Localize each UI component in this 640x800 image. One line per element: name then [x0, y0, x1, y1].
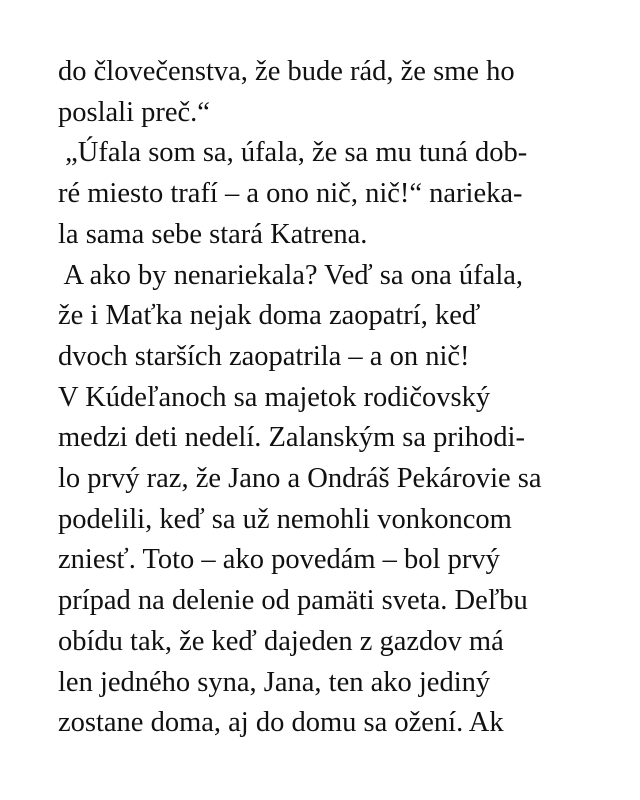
text-line: prípad na delenie od pamäti sveta. Deľbu — [58, 585, 528, 617]
text-line: obídu tak, že keď dajeden z gazdov má — [58, 625, 504, 657]
text-line: V Kúdeľanoch sa majetok rodičovský — [58, 381, 491, 413]
text-line: podelili, keď sa už nemohli vonkoncom — [58, 503, 512, 535]
text-line: zostane doma, aj do domu sa ožení. Ak — [58, 707, 504, 739]
text-line: poslali preč.“ — [58, 96, 210, 128]
text-line: medzi deti nedelí. Zalanským sa prihodi- — [58, 422, 525, 454]
text-line: ré miesto trafí – a ono nič, nič!“ narieka- — [58, 178, 523, 210]
text-line: zniesť. Toto – ako povedám – bol prvý — [58, 544, 500, 576]
text-line: „Úfala som sa, úfala, že sa mu tuná dob- — [58, 137, 528, 169]
text-line: len jedného syna, Jana, ten ako jediný — [58, 666, 491, 698]
text-line: že i Maťka nejak doma zaopatrí, keď — [58, 300, 481, 332]
page-text — [58, 52, 618, 744]
text-line: dvoch starších zaopatrila – a on nič! — [58, 340, 470, 372]
text-line: A ako by nenariekala? Veď sa ona úfala, — [58, 259, 524, 291]
text-line: do človečenstva, že bude rád, že sme ho — [58, 56, 515, 87]
text-line: la sama sebe stará Katrena. — [58, 218, 368, 250]
text-line: lo prvý raz, že Jano a Ondráš Pekárovie sa — [58, 463, 542, 495]
